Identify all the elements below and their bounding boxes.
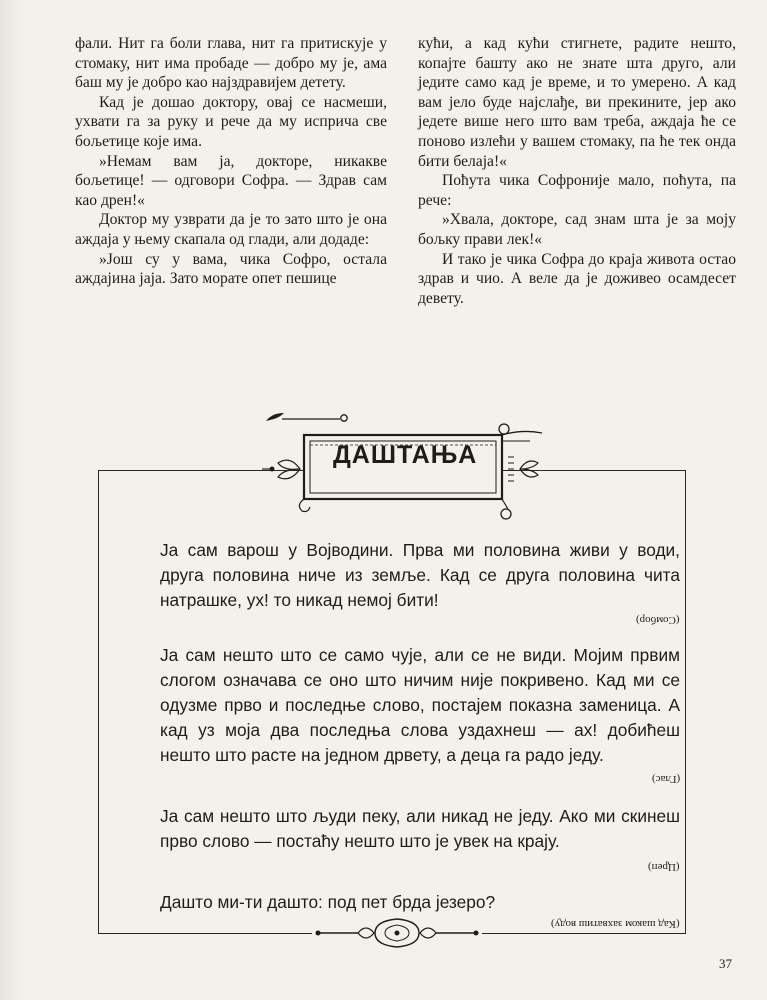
section-title: ДАШТАЊА: [333, 441, 478, 469]
paragraph: »Још су у вама, чика Софро, остала аждајина јаја. Зато морате опет пешице: [75, 250, 387, 288]
binding-shadow: [0, 0, 22, 1000]
riddle-text: Ја сам нешто што се само чује, али се не види. Мојим првим слогом означава се оно што ничим није покривено. Кад ми се одузме прво и последње слово, постајем показна заменица. А кад уз моја два последња слова уздахнеш — ах! добићеш нешто што расте на једном дрвету, а деца га радо једу.: [160, 645, 680, 765]
left-text-column: [75, 34, 387, 289]
paragraph: И тако је чика Софра до краја живота остао здрав и чио. А веле да је доживео осамдесет девету.: [418, 250, 736, 307]
bottom-ornament: [312, 915, 482, 951]
paragraph: кући, а кад кући стигнете, радите нешто, копајте башту ако не знате шта друго, али једите само кад је време, и то умерено. А кад вам јело буде најслађе, ви прекините, јер ако једете више него што вам треба, аждаја ће се поново излећи у вашем стомаку, па ће тек онда бити белаја!«: [418, 35, 736, 170]
riddles-list: [160, 538, 680, 931]
paragraph: »Хвала, докторе, сад знам шта је за моју бољку прави лек!«: [418, 211, 736, 248]
right-text-column: [418, 34, 736, 308]
page-number: 37: [719, 956, 732, 971]
paragraph: Кад је дошао доктору, овај се насмеши, ухвати га за руку и рече да му исприча све бољетице које има.: [75, 93, 387, 150]
riddle-answer: (Сомбор): [636, 614, 680, 626]
riddle-answer: (Цреп): [648, 861, 680, 873]
riddle-text: Ја сам нешто што људи пеку, али никад не једу. Ако ми скинеш прво слово — постаћу нешто што је увек на крају.: [160, 806, 680, 851]
riddle-answer: (Кад шаком захватиш воду): [551, 918, 680, 930]
paragraph: фали. Нит га боли глава, нит га притискује у стомаку, нит има пробаде — добро му је, ама баш му је добро као најздравијем детету.: [75, 35, 387, 92]
riddle-text: Ја сам варош у Војводини. Прва ми половина живи у води, друга половина ниче из земље. Кад се друга половина чита натрашке, ух! то никад немој бити!: [160, 540, 680, 610]
paragraph: »Немам вам ја, докторе, никакве бољетице! — одговори Софра. — Здрав сам као дрен!«: [75, 152, 387, 209]
riddle-answer: (Глас): [651, 773, 680, 785]
paragraph: Поћута чика Софроније мало, поћута, па рече:: [418, 172, 736, 209]
paragraph: Доктор му узврати да је то зато што је она аждаја у њему скапала од глади, али додаде:: [75, 211, 387, 248]
riddle-text: Даштo ми-ти дашто: под пет брда језеро?: [160, 892, 496, 912]
